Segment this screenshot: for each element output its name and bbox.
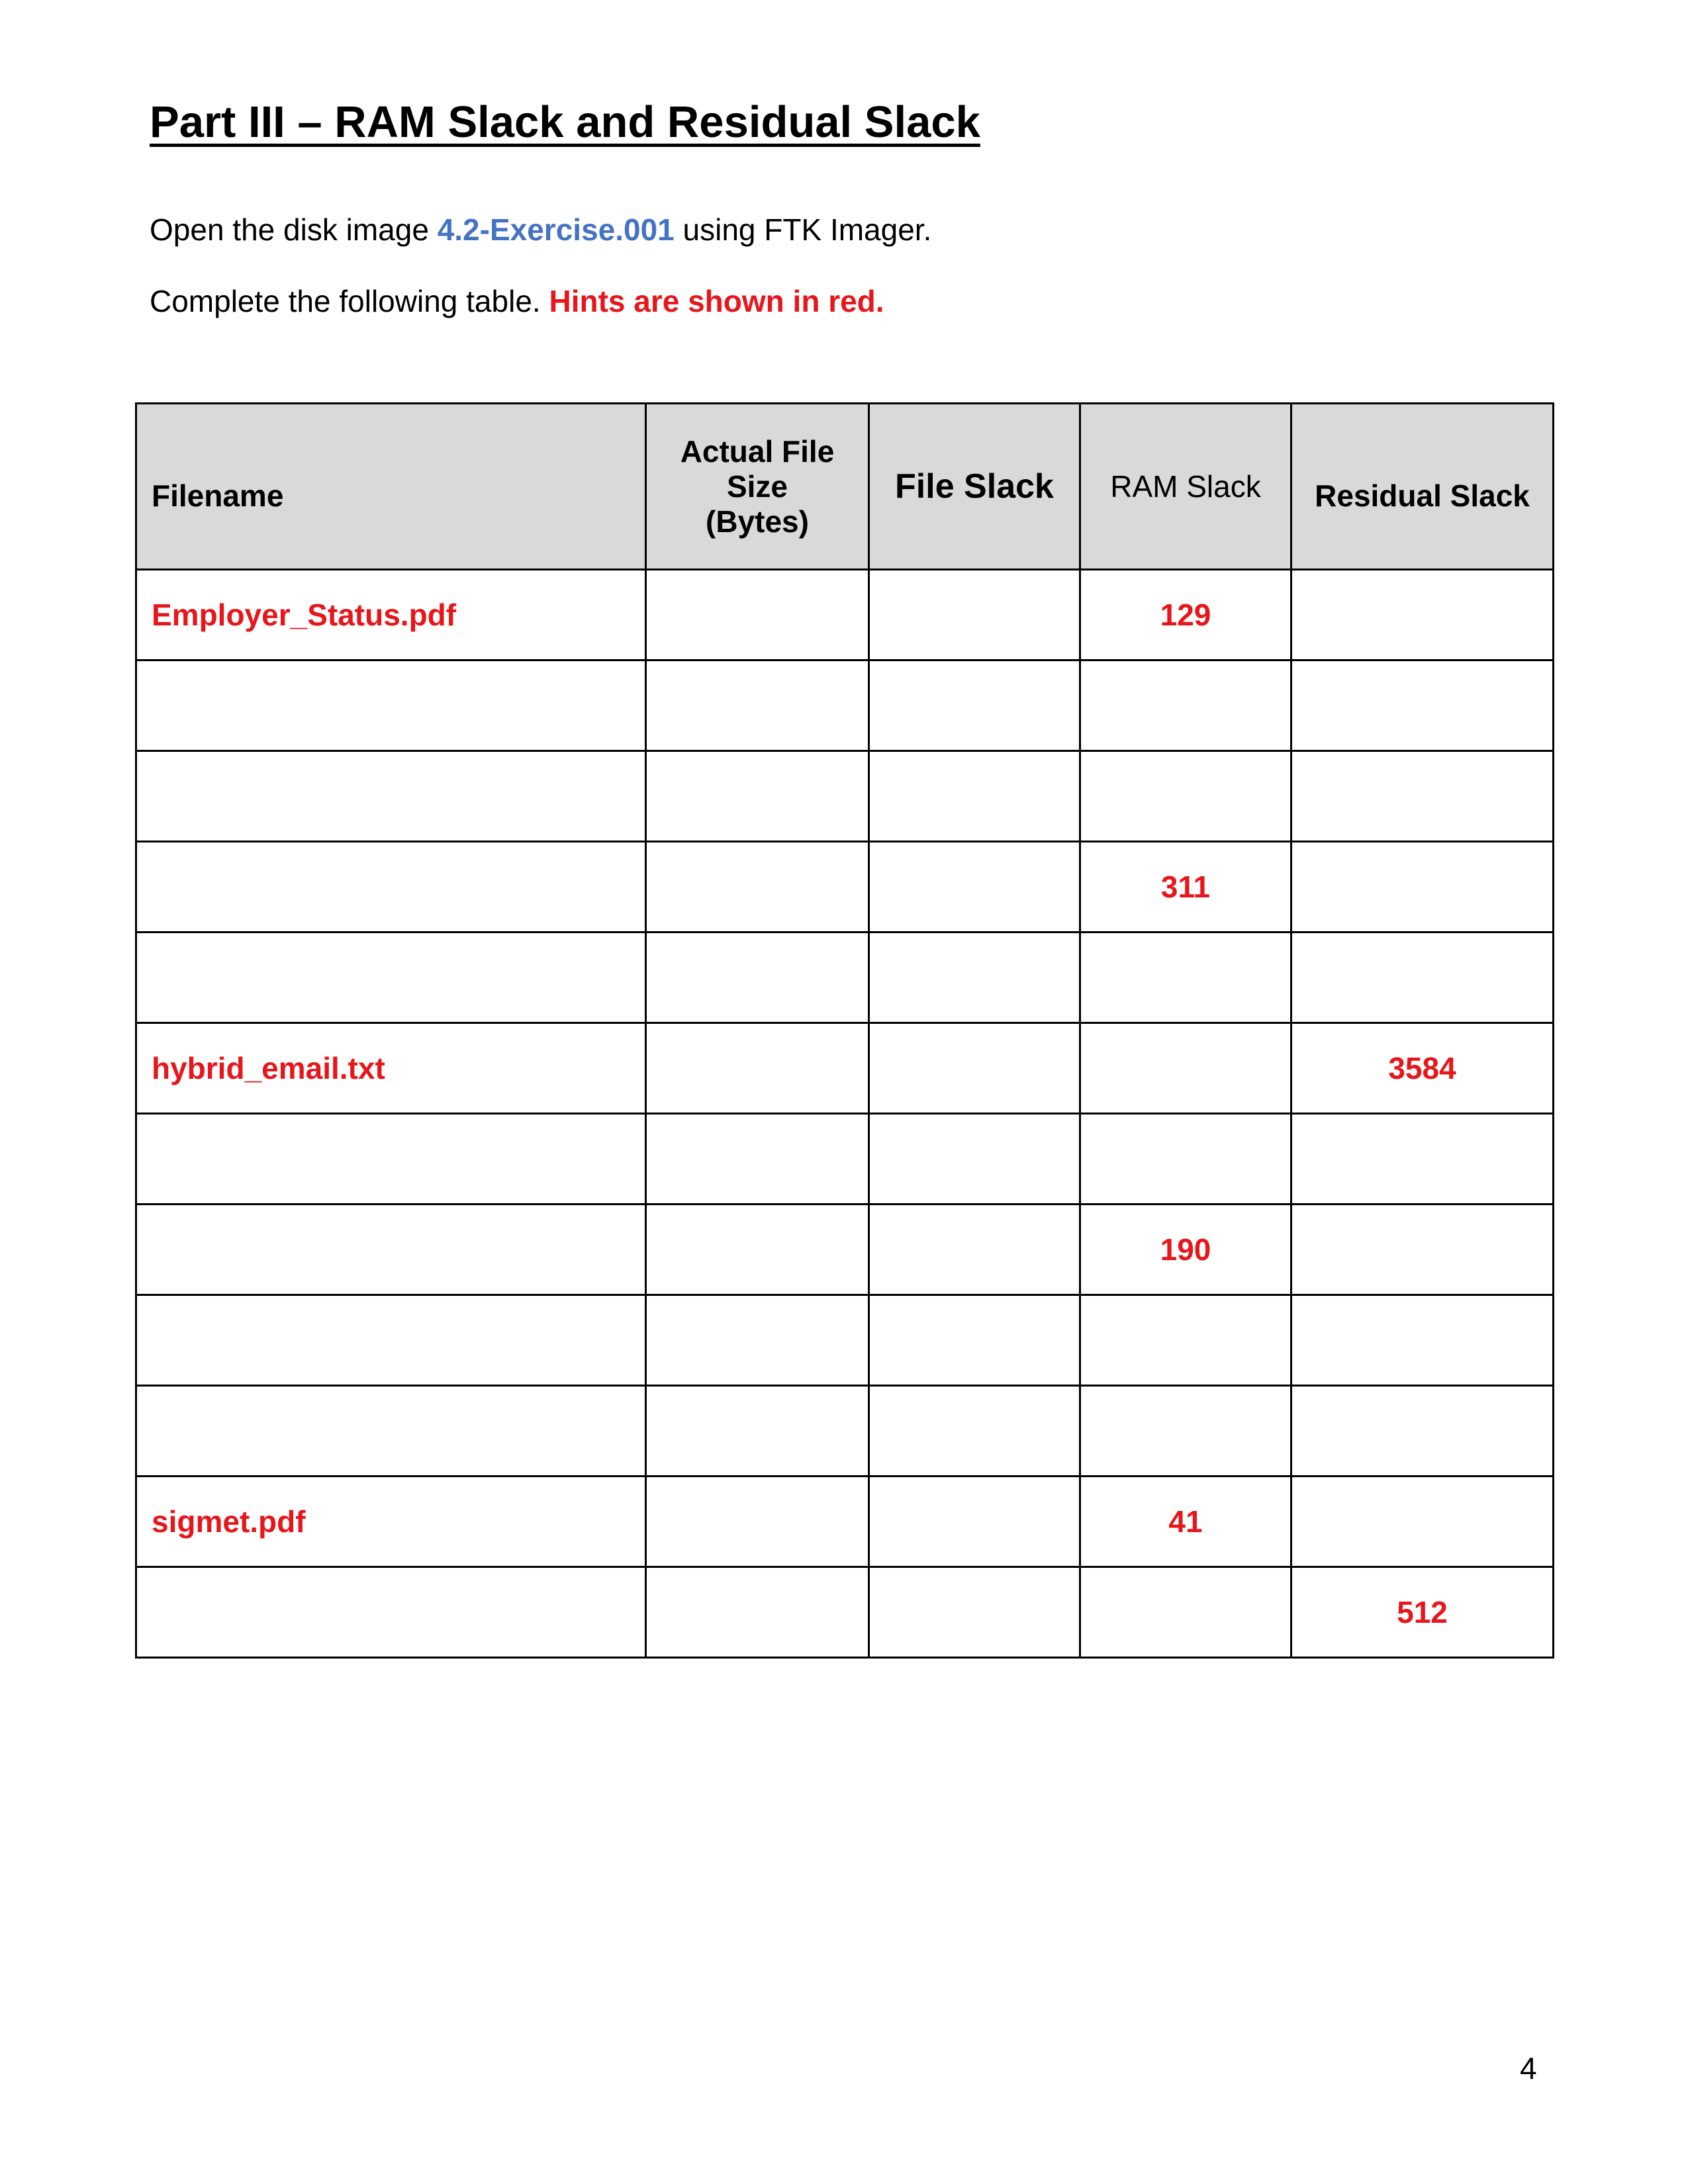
- ram-slack-cell[interactable]: [1080, 660, 1291, 751]
- file-slack-cell[interactable]: [869, 1386, 1080, 1477]
- disk-image-filename: 4.2-Exercise.001: [437, 212, 675, 247]
- ram-slack-cell[interactable]: [1080, 1295, 1291, 1386]
- file-size-cell[interactable]: [646, 1567, 869, 1658]
- filename-cell[interactable]: [136, 1205, 646, 1295]
- residual-slack-cell[interactable]: [1291, 1386, 1554, 1477]
- ram-slack-cell[interactable]: 190: [1080, 1205, 1291, 1295]
- file-size-cell[interactable]: [646, 1114, 869, 1205]
- ram-slack-cell[interactable]: [1080, 1386, 1291, 1477]
- file-size-cell[interactable]: [646, 842, 869, 933]
- table-row: [136, 933, 1554, 1023]
- intro-line-2: [150, 283, 884, 319]
- residual-slack-cell[interactable]: [1291, 751, 1554, 842]
- table-row: [136, 570, 1554, 660]
- table-row: [136, 1295, 1554, 1386]
- file-size-cell[interactable]: [646, 1023, 869, 1114]
- residual-slack-cell[interactable]: [1291, 1114, 1554, 1205]
- filename-cell[interactable]: [136, 1114, 646, 1205]
- table-header-row: [136, 404, 1554, 570]
- col-header-ram-slack: RAM Slack: [1080, 404, 1291, 570]
- table-row: [136, 1023, 1554, 1114]
- residual-slack-cell[interactable]: 512: [1291, 1567, 1554, 1658]
- file-size-cell[interactable]: [646, 751, 869, 842]
- filename-cell[interactable]: [136, 1295, 646, 1386]
- table-row: [136, 1386, 1554, 1477]
- residual-slack-cell[interactable]: [1291, 660, 1554, 751]
- table-row: [136, 1567, 1554, 1658]
- intro-line-1-text: Open the disk image: [150, 212, 438, 247]
- ram-slack-cell[interactable]: 311: [1080, 842, 1291, 933]
- file-slack-cell[interactable]: [869, 751, 1080, 842]
- ram-slack-cell[interactable]: [1080, 1023, 1291, 1114]
- file-slack-cell[interactable]: [869, 570, 1080, 660]
- residual-slack-cell[interactable]: [1291, 842, 1554, 933]
- file-size-cell[interactable]: [646, 1386, 869, 1477]
- ram-slack-cell[interactable]: [1080, 1114, 1291, 1205]
- residual-slack-cell[interactable]: [1291, 1477, 1554, 1567]
- ram-slack-cell[interactable]: 129: [1080, 570, 1291, 660]
- table-row: [136, 842, 1554, 933]
- intro-line-1-tail: using FTK Imager.: [674, 212, 932, 247]
- table-row: [136, 751, 1554, 842]
- file-slack-cell[interactable]: [869, 1205, 1080, 1295]
- filename-cell[interactable]: [136, 660, 646, 751]
- hint-note: Hints are shown in red.: [549, 284, 884, 318]
- residual-slack-cell[interactable]: [1291, 570, 1554, 660]
- file-size-cell[interactable]: [646, 1477, 869, 1567]
- ram-slack-cell[interactable]: 41: [1080, 1477, 1291, 1567]
- residual-slack-cell[interactable]: [1291, 933, 1554, 1023]
- residual-slack-cell[interactable]: [1291, 1205, 1554, 1295]
- size-header-line-1: Actual File: [680, 433, 835, 469]
- file-slack-cell[interactable]: [869, 1023, 1080, 1114]
- filename-cell[interactable]: [136, 751, 646, 842]
- col-header-residual-slack: Residual Slack: [1291, 404, 1554, 570]
- size-header-line-2: Size: [726, 469, 788, 504]
- file-slack-cell[interactable]: [869, 660, 1080, 751]
- file-slack-cell[interactable]: [869, 933, 1080, 1023]
- slack-table: [135, 402, 1554, 1659]
- page-title: Part III – RAM Slack and Residual Slack: [150, 97, 980, 147]
- table-row: [136, 660, 1554, 751]
- ram-slack-cell[interactable]: [1080, 1567, 1291, 1658]
- filename-cell[interactable]: [136, 1386, 646, 1477]
- intro-line-2-text: Complete the following table.: [150, 284, 549, 318]
- file-slack-cell[interactable]: [869, 1114, 1080, 1205]
- filename-cell[interactable]: [136, 1567, 646, 1658]
- residual-slack-cell[interactable]: 3584: [1291, 1023, 1554, 1114]
- ram-slack-cell[interactable]: [1080, 933, 1291, 1023]
- col-header-actual-file-size: [646, 404, 869, 570]
- file-size-cell[interactable]: [646, 1295, 869, 1386]
- ram-slack-cell[interactable]: [1080, 751, 1291, 842]
- file-size-cell[interactable]: [646, 660, 869, 751]
- page-number: 4: [1520, 2051, 1537, 2085]
- file-size-cell[interactable]: [646, 933, 869, 1023]
- filename-cell[interactable]: [136, 933, 646, 1023]
- file-slack-cell[interactable]: [869, 1567, 1080, 1658]
- table-row: [136, 1114, 1554, 1205]
- size-header-line-3: (Bytes): [706, 504, 809, 539]
- col-header-file-slack: File Slack: [869, 404, 1080, 570]
- file-slack-cell[interactable]: [869, 1477, 1080, 1567]
- col-header-filename: Filename: [136, 404, 646, 570]
- file-size-cell[interactable]: [646, 570, 869, 660]
- filename-cell[interactable]: Employer_Status.pdf: [136, 570, 646, 660]
- intro-line-1: [150, 212, 931, 248]
- file-slack-cell[interactable]: [869, 1295, 1080, 1386]
- table-row: [136, 1477, 1554, 1567]
- table-row: [136, 1205, 1554, 1295]
- residual-slack-cell[interactable]: [1291, 1295, 1554, 1386]
- filename-cell[interactable]: sigmet.pdf: [136, 1477, 646, 1567]
- file-slack-cell[interactable]: [869, 842, 1080, 933]
- filename-cell[interactable]: [136, 842, 646, 933]
- file-size-cell[interactable]: [646, 1205, 869, 1295]
- filename-cell[interactable]: hybrid_email.txt: [136, 1023, 646, 1114]
